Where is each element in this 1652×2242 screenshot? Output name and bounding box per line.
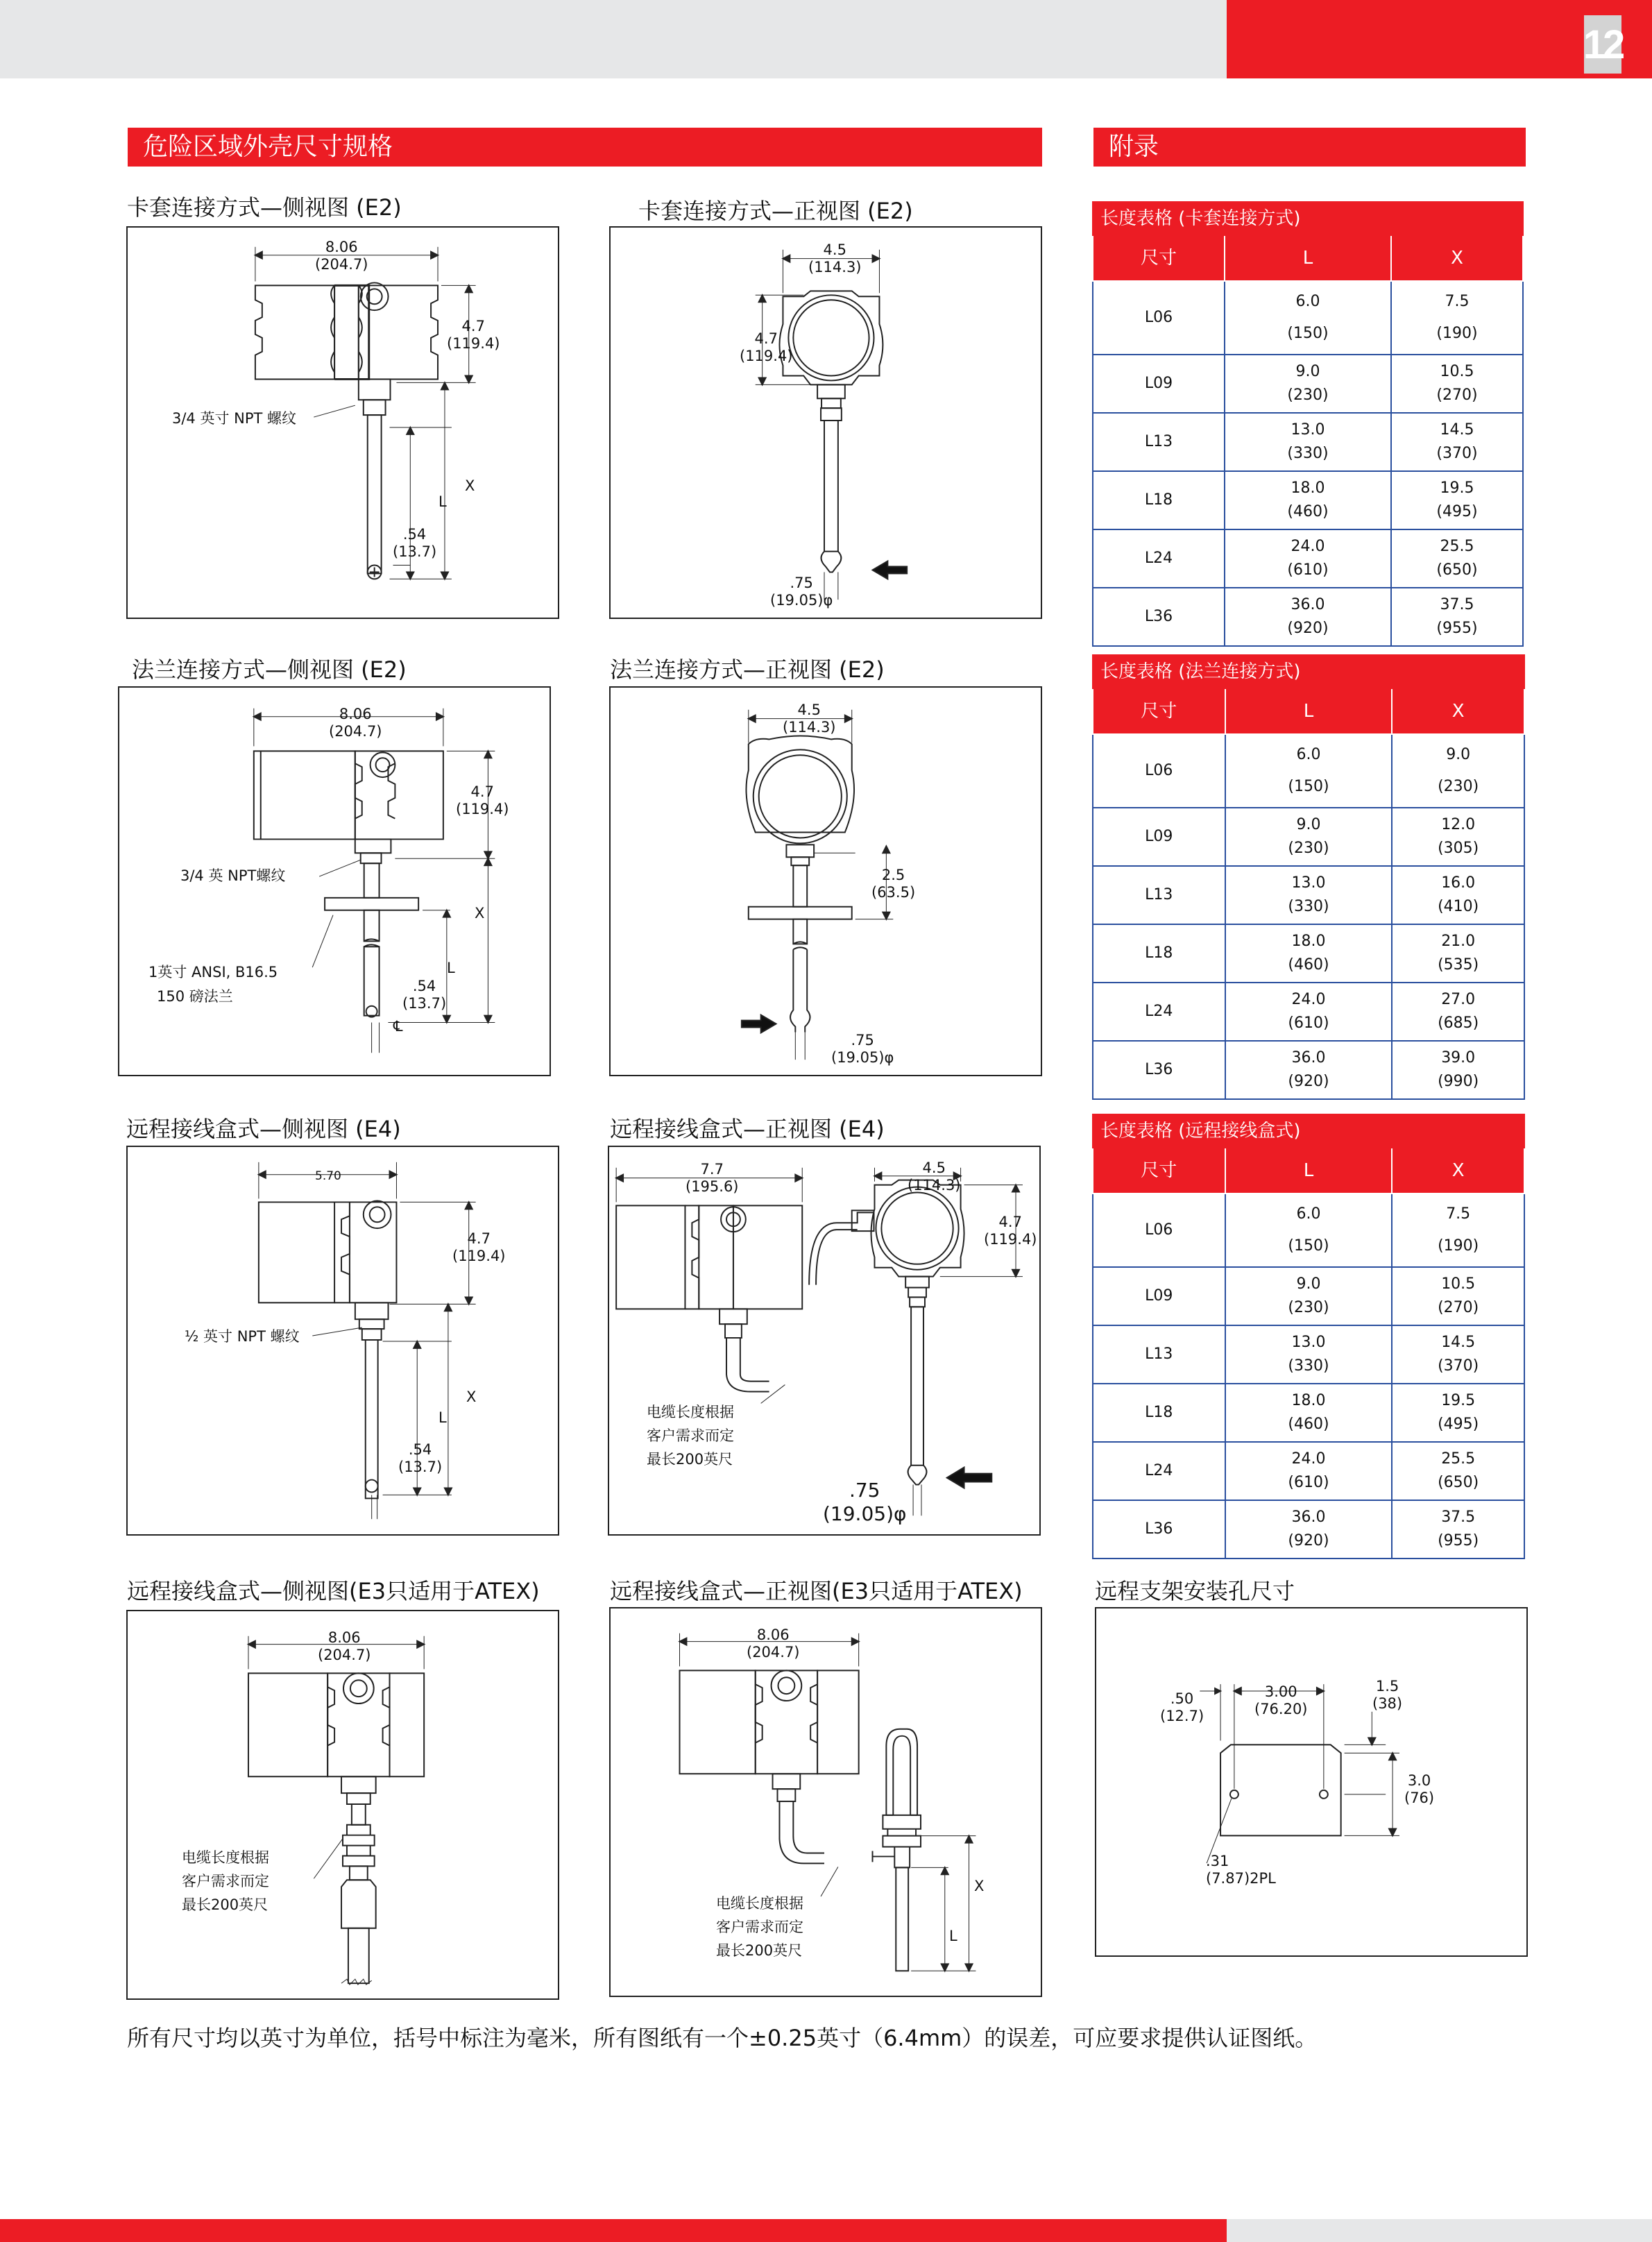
flange-note: 1英寸 ANSI, B16.5	[148, 964, 278, 980]
length-value: 9.0 (230)	[1225, 808, 1393, 866]
dim-hole-offset: .50 (12.7)	[1160, 1690, 1204, 1724]
length-value: 25.5 (650)	[1391, 529, 1523, 588]
thread-note: 3/4 英 NPT螺纹	[180, 867, 286, 884]
table-row	[1093, 471, 1523, 529]
dim-x-label: X	[465, 477, 475, 494]
table-row	[1093, 413, 1523, 471]
dim-height: 4.7 (119.4)	[740, 330, 793, 364]
table-row	[1093, 588, 1523, 646]
housing-front-drawing	[611, 688, 1041, 1075]
dim-width: 4.5 (114.3)	[783, 702, 836, 736]
dim-width: 5.70	[315, 1169, 341, 1183]
dim-width: 8.06 (204.7)	[747, 1627, 800, 1661]
size-code: L24	[1093, 529, 1225, 588]
dim-width: 8.06 (204.7)	[329, 706, 382, 740]
table-header: 尺寸	[1093, 688, 1225, 734]
table-header: X	[1391, 235, 1523, 281]
figure-caption: 卡套连接方式—正视图 (E2)	[638, 198, 913, 224]
page-number: 12	[1584, 15, 1621, 74]
table-header: L	[1225, 1148, 1393, 1194]
length-value: 19.5 (495)	[1392, 1384, 1524, 1442]
dim-x-label: X	[466, 1388, 477, 1405]
drawing-flange-side	[118, 686, 551, 1076]
figure-caption: 法兰连接方式—侧视图 (E2)	[132, 656, 407, 683]
table-header: 尺寸	[1093, 1148, 1225, 1194]
table-title: 长度表格 (远程接线盒式)	[1093, 1114, 1524, 1148]
length-value: 13.0 (330)	[1225, 1325, 1393, 1384]
dim-height: 4.7 (119.4)	[456, 783, 509, 817]
dim-width: 4.5 (114.3)	[808, 241, 862, 275]
dim-tip: .54 (13.7)	[398, 1441, 443, 1475]
table-row	[1093, 1384, 1524, 1442]
dim-width: 8.06 (204.7)	[315, 239, 368, 273]
size-code: L09	[1093, 355, 1225, 413]
table-header: L	[1225, 688, 1393, 734]
length-table-flange	[1092, 654, 1525, 1100]
size-code: L09	[1093, 808, 1225, 866]
dim-height: 4.7 (119.4)	[984, 1214, 1037, 1248]
length-value: 14.5 (370)	[1391, 413, 1523, 471]
length-value: 36.0 (920)	[1225, 1041, 1393, 1099]
dim-bracket-height: 3.0 (76)	[1404, 1772, 1435, 1806]
table-title: 长度表格 (法兰连接方式)	[1093, 655, 1524, 688]
cable-note: 电缆长度根据 客户需求而定 最长200英尺	[647, 1404, 734, 1468]
length-value: 39.0 (990)	[1392, 1041, 1524, 1099]
length-value: 13.0 (330)	[1225, 866, 1393, 924]
dim-tip: .75 (19.05)φ	[770, 575, 833, 609]
table-row	[1093, 281, 1523, 355]
figure-caption: 远程接线盒式—侧视图 (E4)	[126, 1116, 401, 1142]
table-row	[1093, 355, 1523, 413]
dim-x-label: X	[974, 1878, 985, 1894]
drawing-flange-front	[609, 686, 1042, 1076]
drawing-bracket-holes	[1095, 1607, 1528, 1957]
housing-front-drawing	[611, 228, 1041, 618]
dim-tip: .75 (19.05)φ	[831, 1032, 894, 1066]
size-code: L36	[1093, 1500, 1225, 1559]
dim-height: 4.7 (119.4)	[447, 318, 500, 352]
length-value: 7.5 (190)	[1392, 1194, 1524, 1267]
table-row	[1093, 1325, 1524, 1384]
dim-l-label: L	[447, 960, 455, 976]
length-value: 25.5 (650)	[1392, 1442, 1524, 1500]
length-value: 19.5 (495)	[1391, 471, 1523, 529]
size-code: L13	[1093, 866, 1225, 924]
length-value: 37.5 (955)	[1391, 588, 1523, 646]
length-value: 36.0 (920)	[1225, 1500, 1393, 1559]
dim-height: 4.7 (119.4)	[452, 1230, 506, 1264]
length-value: 27.0 (685)	[1392, 983, 1524, 1041]
bottom-red-bar	[0, 2219, 1227, 2242]
size-code: L36	[1093, 1041, 1225, 1099]
table-row	[1093, 1041, 1524, 1099]
drawing-remote-front-atex	[609, 1607, 1042, 1997]
dim-tip: .54 (13.7)	[393, 526, 437, 560]
remote-assembly-drawing	[611, 1608, 1041, 1996]
drawing-remote-front	[608, 1146, 1041, 1536]
thread-note: 3/4 英寸 NPT 螺纹	[172, 410, 297, 427]
drawing-compression-side	[126, 226, 559, 619]
flange-note: 150 磅法兰	[157, 988, 233, 1005]
length-value: 10.5 (270)	[1392, 1267, 1524, 1325]
length-value: 6.0 (150)	[1225, 1194, 1393, 1267]
table-row	[1093, 734, 1524, 808]
dim-hole-diameter: .31 (7.87)2PL	[1206, 1853, 1276, 1887]
table-header: 尺寸	[1093, 235, 1225, 281]
table-row	[1093, 529, 1523, 588]
size-code: L06	[1093, 734, 1225, 808]
size-code: L09	[1093, 1267, 1225, 1325]
dim-width-sensor: 4.5 (114.3)	[908, 1160, 961, 1194]
section-header-appendix: 附录	[1093, 128, 1526, 167]
remote-assembly-drawing	[609, 1147, 1039, 1534]
size-code: L18	[1093, 471, 1225, 529]
dim-width-transmitter: 7.7 (195.6)	[686, 1161, 739, 1195]
size-code: L18	[1093, 924, 1225, 983]
dim-tip: .54 (13.7)	[402, 978, 447, 1012]
footer-note: 所有尺寸均以英寸为单位，括号中标注为毫米，所有图纸有一个±0.25英寸（6.4mm）的误差，可应要求提供认证图纸。	[127, 2025, 1318, 2051]
figure-caption: 远程接线盒式—侧视图(E3只适用于ATEX)	[127, 1578, 540, 1604]
length-value: 21.0 (535)	[1392, 924, 1524, 983]
figure-caption: 远程接线盒式—正视图 (E4)	[610, 1116, 885, 1142]
top-gray-bar	[0, 0, 1227, 78]
thread-note: ½ 英寸 NPT 螺纹	[185, 1328, 300, 1345]
length-value: 10.5 (270)	[1391, 355, 1523, 413]
figure-caption: 远程接线盒式—正视图(E3只适用于ATEX)	[610, 1578, 1023, 1604]
table-row	[1093, 808, 1524, 866]
drawing-remote-side	[126, 1146, 559, 1536]
dim-tip: .75 (19.05)φ	[823, 1479, 907, 1525]
size-code: L24	[1093, 1442, 1225, 1500]
size-code: L24	[1093, 983, 1225, 1041]
length-value: 14.5 (370)	[1392, 1325, 1524, 1384]
length-value: 6.0 (150)	[1225, 734, 1393, 808]
size-code: L06	[1093, 281, 1225, 355]
length-value: 16.0 (410)	[1392, 866, 1524, 924]
bracket-drawing	[1096, 1608, 1526, 1955]
size-code: L06	[1093, 1194, 1225, 1267]
table-header: X	[1392, 1148, 1524, 1194]
table-header: X	[1392, 688, 1524, 734]
length-value: 9.0 (230)	[1225, 355, 1391, 413]
cable-note: 电缆长度根据 客户需求而定 最长200英尺	[716, 1895, 803, 1959]
length-value: 24.0 (610)	[1225, 1442, 1393, 1500]
dim-x-label: X	[475, 905, 485, 922]
drawing-compression-front	[609, 226, 1042, 619]
table-row	[1093, 866, 1524, 924]
dim-flange-offset: 2.5 (63.5)	[871, 867, 916, 901]
length-value: 9.0 (230)	[1392, 734, 1524, 808]
drawing-remote-side-atex	[126, 1610, 559, 2000]
size-code: L13	[1093, 413, 1225, 471]
housing-side-drawing	[128, 1611, 558, 1998]
size-code: L36	[1093, 588, 1225, 646]
size-code: L18	[1093, 1384, 1225, 1442]
bottom-gray-bar	[1227, 2219, 1652, 2242]
figure-caption: 远程支架安装孔尺寸	[1095, 1578, 1295, 1604]
figure-caption: 法兰连接方式—正视图 (E2)	[610, 656, 885, 683]
dim-l-label: L	[949, 1928, 957, 1944]
table-row	[1093, 983, 1524, 1041]
figure-caption: 卡套连接方式—侧视图 (E2)	[127, 194, 402, 221]
dim-l-label: L	[438, 493, 447, 510]
length-value: 24.0 (610)	[1225, 983, 1393, 1041]
length-table-compression	[1092, 201, 1524, 647]
length-value: 18.0 (460)	[1225, 471, 1391, 529]
centerline-symbol: ℄	[393, 1018, 403, 1035]
dim-hole-spacing: 3.00 (76.20)	[1254, 1683, 1308, 1717]
length-value: 9.0 (230)	[1225, 1267, 1393, 1325]
length-value: 37.5 (955)	[1392, 1500, 1524, 1559]
length-table-remote	[1092, 1114, 1525, 1559]
length-value: 13.0 (330)	[1225, 413, 1391, 471]
length-value: 36.0 (920)	[1225, 588, 1391, 646]
length-value: 6.0 (150)	[1225, 281, 1391, 355]
table-row	[1093, 924, 1524, 983]
table-row	[1093, 1194, 1524, 1267]
length-value: 18.0 (460)	[1225, 1384, 1393, 1442]
cable-note: 电缆长度根据 客户需求而定 最长200英尺	[182, 1849, 269, 1913]
section-header-dimensions: 危险区域外壳尺寸规格	[128, 128, 1042, 167]
dim-hole-height: 1.5 (38)	[1372, 1678, 1403, 1712]
length-value: 7.5 (190)	[1391, 281, 1523, 355]
table-title: 长度表格 (卡套连接方式)	[1093, 202, 1523, 235]
table-row	[1093, 1442, 1524, 1500]
length-value: 24.0 (610)	[1225, 529, 1391, 588]
length-value: 18.0 (460)	[1225, 924, 1393, 983]
table-row	[1093, 1500, 1524, 1559]
dim-width: 8.06 (204.7)	[318, 1629, 371, 1663]
table-header: L	[1225, 235, 1391, 281]
size-code: L13	[1093, 1325, 1225, 1384]
dim-l-label: L	[438, 1409, 447, 1426]
length-value: 12.0 (305)	[1392, 808, 1524, 866]
table-row	[1093, 1267, 1524, 1325]
